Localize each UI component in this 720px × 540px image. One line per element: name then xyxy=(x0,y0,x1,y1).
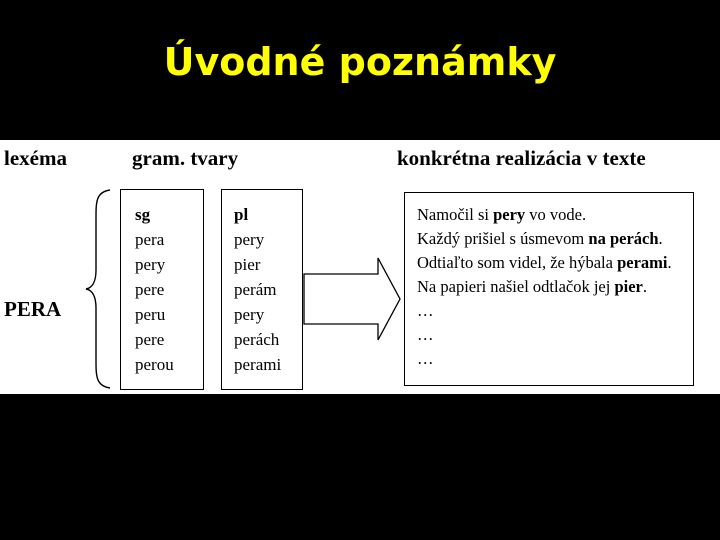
ellipsis-line: … xyxy=(417,301,434,320)
singular-forms-box xyxy=(120,189,204,390)
sentence-list xyxy=(417,203,672,371)
sentence-line: Každý prišiel s úsmevom na perách. xyxy=(417,229,663,248)
singular-forms-list xyxy=(135,202,174,377)
plural-form: perám xyxy=(234,280,277,299)
text-realization-box xyxy=(404,192,694,386)
plural-form: perami xyxy=(234,355,282,374)
plural-forms-list xyxy=(234,202,281,377)
singular-form: peru xyxy=(135,305,166,324)
singular-label: sg xyxy=(135,205,151,224)
ellipsis-line: … xyxy=(417,325,434,344)
ellipsis-line: … xyxy=(417,349,434,368)
plural-form: perách xyxy=(234,330,280,349)
plural-label: pl xyxy=(234,205,249,224)
sentence-line: Odtiaľto som videl, že hýbala perami. xyxy=(417,253,672,272)
singular-form: perou xyxy=(135,355,174,374)
plural-form: pery xyxy=(234,230,265,249)
sentence-line: Namočil si pery vo vode. xyxy=(417,205,587,224)
lexeme-diagram xyxy=(0,140,720,394)
plural-form: pery xyxy=(234,305,265,324)
sentence-line: Na papieri našiel odtlačok jej pier. xyxy=(417,277,648,296)
singular-form: pere xyxy=(135,280,165,299)
slide-title: Úvodné poznámky xyxy=(163,40,557,84)
singular-form: pere xyxy=(135,330,165,349)
header-lexema: lexéma xyxy=(4,146,67,170)
curly-brace-icon xyxy=(82,188,118,390)
plural-form: pier xyxy=(234,255,261,274)
singular-form: pera xyxy=(135,230,165,249)
lexeme-label: PERA xyxy=(4,297,62,321)
right-arrow-icon xyxy=(302,254,402,344)
header-gram-tvary: gram. tvary xyxy=(132,146,239,170)
header-realizacia: konkrétna realizácia v texte xyxy=(397,146,646,170)
singular-form: pery xyxy=(135,255,166,274)
plural-forms-box xyxy=(221,189,303,390)
